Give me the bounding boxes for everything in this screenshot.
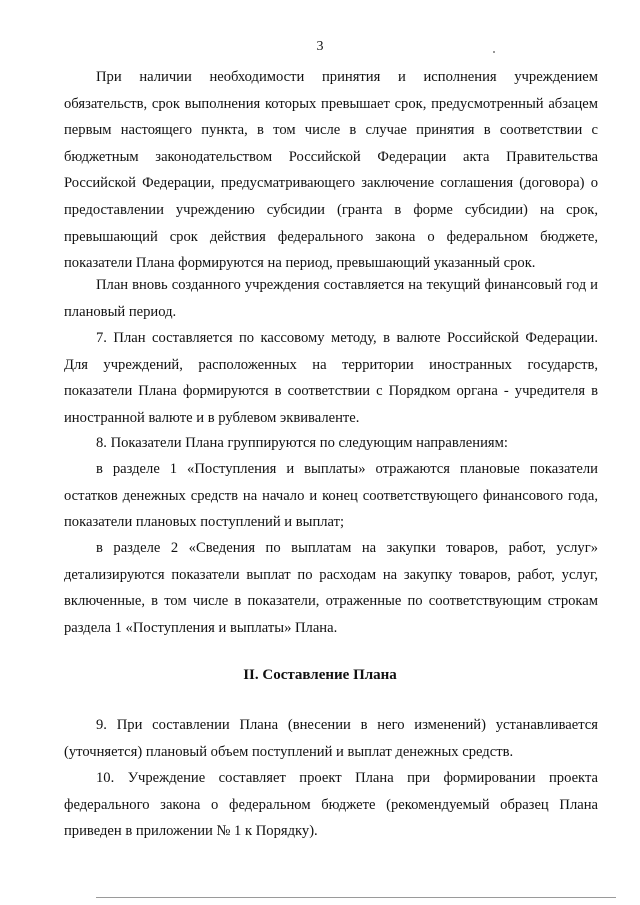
page-number: 3 (316, 39, 324, 54)
paragraph-section-2: в разделе 2 «Сведения по выплатам на закупки товаров, работ, услуг» детализируются показатели выплат по расходам на закупку товаров, работ, услуг, включенные, в том числе в показатели, отраженные по соответствующим строкам раздела 1 «Поступления и выплаты» Плана. (64, 540, 598, 636)
page-bottom-edge (96, 897, 616, 898)
paragraph-item-7: 7. План составляется по кассовому методу, в валюте Российской Федерации. Для учреждений, расположенных на территории иностранных государств, показатели Плана формируются в соответствии с Порядком органа - учредителя в иностранной валюте и в рублевом эквиваленте. (64, 330, 598, 426)
section-heading: II. Составление Плана (243, 667, 397, 683)
paragraph-obligations-term: При наличии необходимости принятия и исполнения учреждением обязательств, срок выполнения которых превышает срок, предусмотренный абзацем первым настоящего пункта, в том числе в случае принятия в соответствии с бюджетным законодательством Российской Федерации акта Правительства Российской Федерации, предусматривающего заключение соглашения (договора) о предоставлении учреждению субсидии (гранта в форме субсидии) на срок, превышающий срок действия федерального закона о федеральном бюджете, показатели Плана формируются на период, превышающий указанный срок. (64, 69, 598, 272)
paragraph-item-10: 10. Учреждение составляет проект Плана при формировании проекта федерального закона о федеральном бюджете (рекомендуемый образец Плана приведен в приложении № 1 к Порядку). (64, 770, 598, 840)
paragraph-item-9: 9. При составлении Плана (внесении в него изменений) устанавливается (уточняется) плановый объем поступлений и выплат денежных средств. (64, 717, 598, 760)
paragraph-new-institution: План вновь созданного учреждения составляется на текущий финансовый год и плановый период. (64, 277, 598, 320)
paragraph-section-1: в разделе 1 «Поступления и выплаты» отражаются плановые показатели остатков денежных средств на начало и конец соответствующего финансового года, показатели плановых поступлений и выплат; (64, 461, 598, 531)
paragraph-item-8: 8. Показатели Плана группируются по следующим направлениям: (96, 435, 508, 451)
scan-speck (493, 51, 495, 53)
